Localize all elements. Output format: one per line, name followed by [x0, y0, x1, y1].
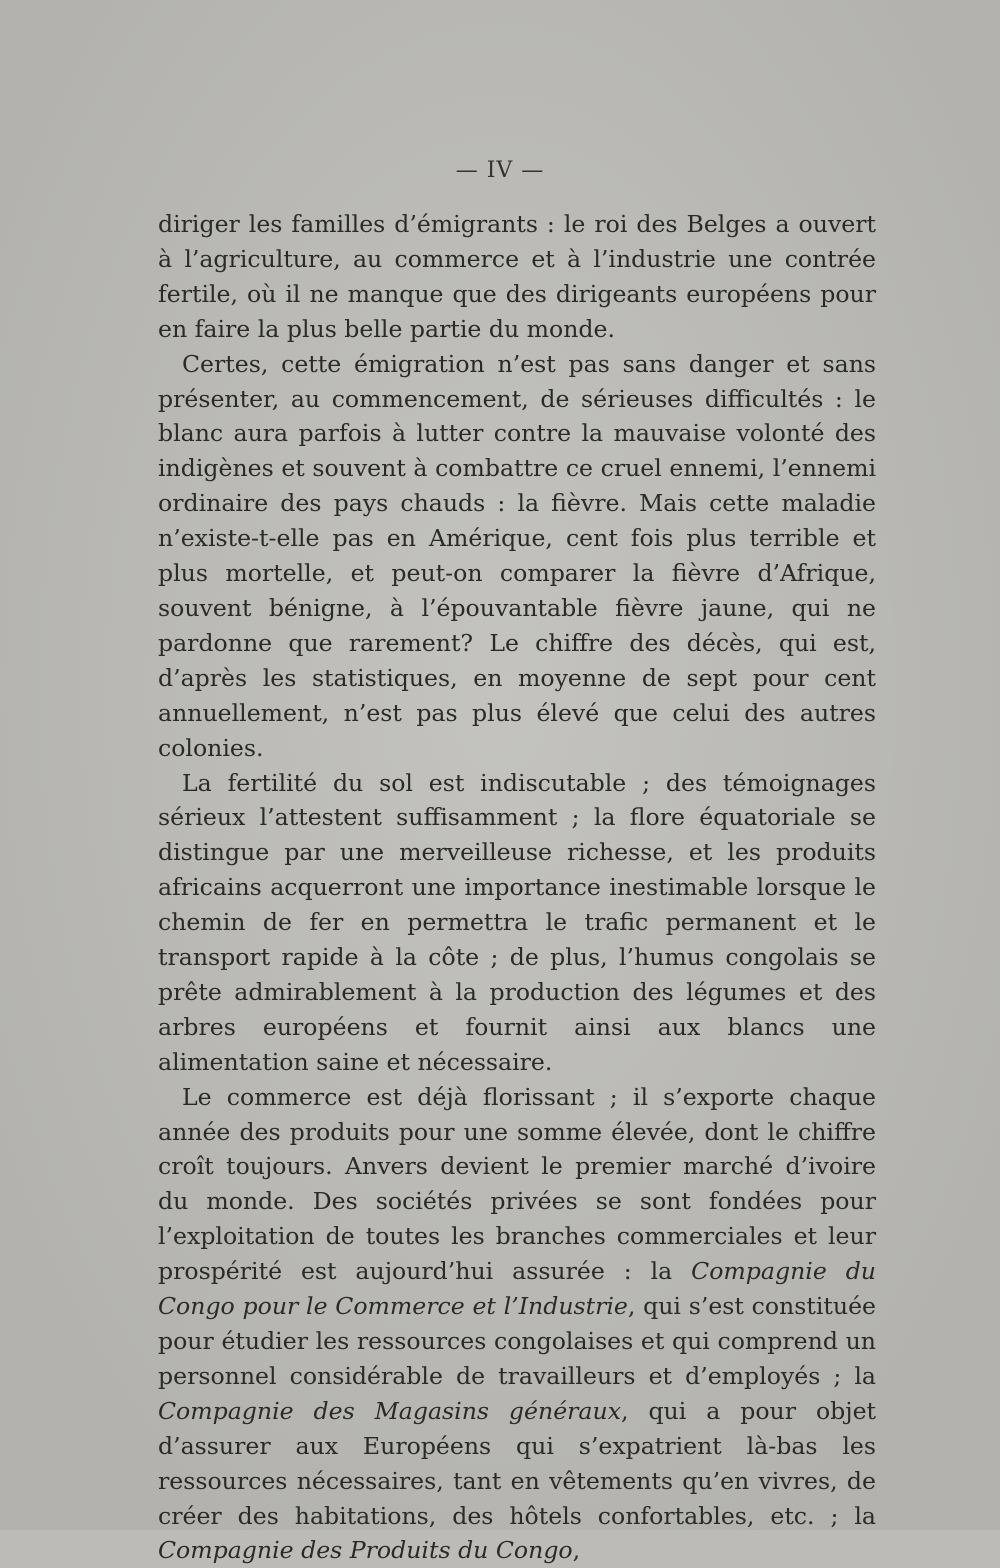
paragraph-4-text: ,: [572, 1536, 581, 1565]
paragraph-4-text: , qui a pour objet d’assurer aux Européens qui s’expatrient là-bas les ressources nécessaires, tant en vêtements qu’en vivres, de créer des habitations, des hôtels confortables, etc. ; la: [158, 1396, 877, 1530]
paragraph-2: Certes, cette émigration n’est pas sans danger et sans présenter, au commencement, de sérieuses difficultés : le blanc aura parfois à lutter contre la mauvaise volonté des indigènes et souvent à combattre ce cruel ennemi, l’ennemi ordinaire des pays chauds : la fièvre. Mais cette maladie n’existe-t-elle pas en Amérique, cent fois plus terrible et plus mortelle, et peut-on comparer la fièvre d’Afrique, souvent bénigne, à l’épouvantable fièvre jaune, qui ne pardonne que rarement? Le chiffre des décès, qui est, d’après les statistiques, en moyenne de sept pour cent annuellement, n’est pas plus élevé que celui des autres colonies.: [158, 349, 876, 762]
paragraph-4-text: , qui s’est constituée pour étudier les ressources congolaises et qui comprend un personnel considérable de travailleurs et d’employés ; la: [158, 1292, 876, 1390]
paragraph-4: [158, 1080, 876, 1568]
body-text: [158, 207, 876, 1568]
company-name-magasins-generaux: Compagnie des Magasins généraux: [158, 1396, 622, 1425]
page-number: — IV —: [455, 158, 545, 183]
paragraph-3: La fertilité du sol est indiscutable ; des témoignages sérieux l’attestent suffisamment ; la flore équatoriale se distingue par une merveilleuse richesse, et les produits africains acquerront une importance inestimable lorsque le chemin de fer en permettra le trafic permanent et le transport rapide à la côte ; de plus, l’humus congolais se prête admirablement à la production des légumes et des arbres européens et fournit ainsi aux blancs une alimentation saine et nécessaire.: [158, 768, 876, 1076]
paragraph-4-text: Le commerce est déjà florissant ; il s’exporte chaque année des produits pour une somme élevée, dont le chiffre croît toujours. Anvers devient le premier marché d’ivoire du monde. Des sociétés privées se sont fondées pour l’exploitation de toutes les branches commerciales et leur prospérité est aujourd’hui assurée : la: [158, 1082, 876, 1286]
company-name-commerce-industrie: Compagnie du Congo pour le Commerce et l’Industrie: [158, 1257, 877, 1321]
paragraph-1: diriger les familles d’émigrants : le roi des Belges a ouvert à l’agriculture, au commerce et à l’industrie une contrée fertile, où il ne manque que des dirigeants européens pour en faire la plus belle partie du monde.: [158, 210, 876, 343]
company-name-produits-du-congo: Compagnie des Produits du Congo: [158, 1536, 573, 1565]
